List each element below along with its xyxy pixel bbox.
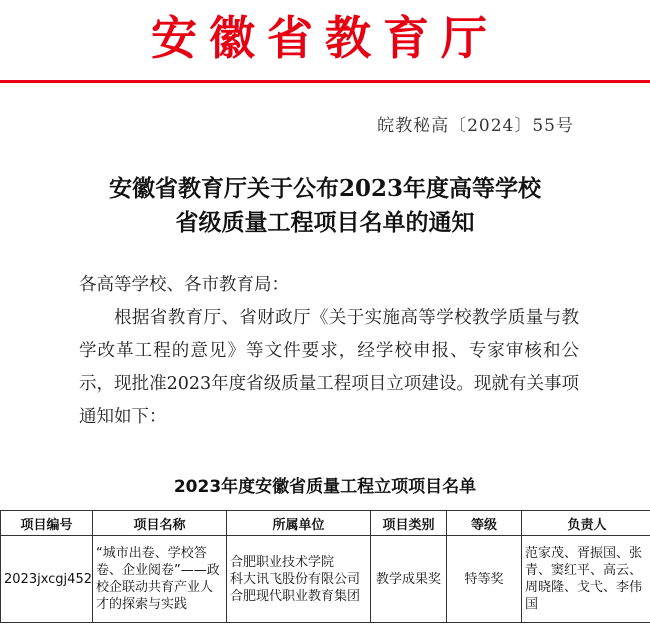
header-level: 等级: [447, 511, 522, 536]
unit-line: 合肥职业技术学院: [230, 554, 335, 570]
cell-category: 教学成果奖: [371, 536, 447, 623]
header-leaders: 负责人: [522, 511, 650, 536]
table-row: [1, 536, 650, 623]
unit-line: 合肥现代职业教育集团: [230, 588, 361, 604]
cell-level: 特等奖: [447, 536, 522, 623]
header-project-name: 项目名称: [93, 511, 227, 536]
header-category: 项目类别: [371, 511, 447, 536]
masthead-divider-line: [0, 80, 650, 83]
document-title-line-2: 省级质量工程项目名单的通知: [175, 209, 475, 236]
cell-project-name: “城市出卷、学校答卷、企业阅卷”——政校企联动共育产业人才的探索与实践: [93, 536, 227, 623]
salutation: 各高等学校、各市教育局：: [79, 275, 289, 295]
unit-line: 科大讯飞股份有限公司: [230, 571, 361, 587]
project-table: [0, 510, 650, 623]
issuer-masthead: 安徽省教育厅: [151, 11, 499, 65]
header-project-id: 项目编号: [1, 511, 93, 536]
document-title-line-1: 安徽省教育厅关于公布2023年度高等学校: [108, 175, 541, 202]
cell-leaders: 范家茂、胥振国、张青、窦红平、高云、周晓隆、戈弋、李伟国: [522, 536, 650, 623]
body-paragraph: 根据省教育厅、省财政厅《关于实施高等学校教学质量与教学改革工程的意见》等文件要求，经学校申报、专家审核和公示，现批准2023年度省级质量工程项目立项建设。现就有关事项通知如下：: [79, 308, 579, 427]
table-title: 2023年度安徽省质量工程立项项目名单: [173, 477, 477, 497]
table-header-row: [1, 511, 650, 536]
cell-project-id: 2023jxcgj452: [1, 536, 93, 623]
header-unit: 所属单位: [227, 511, 371, 536]
document-number: 皖教秘高〔2024〕55号: [377, 116, 574, 136]
cell-units: [227, 536, 371, 623]
